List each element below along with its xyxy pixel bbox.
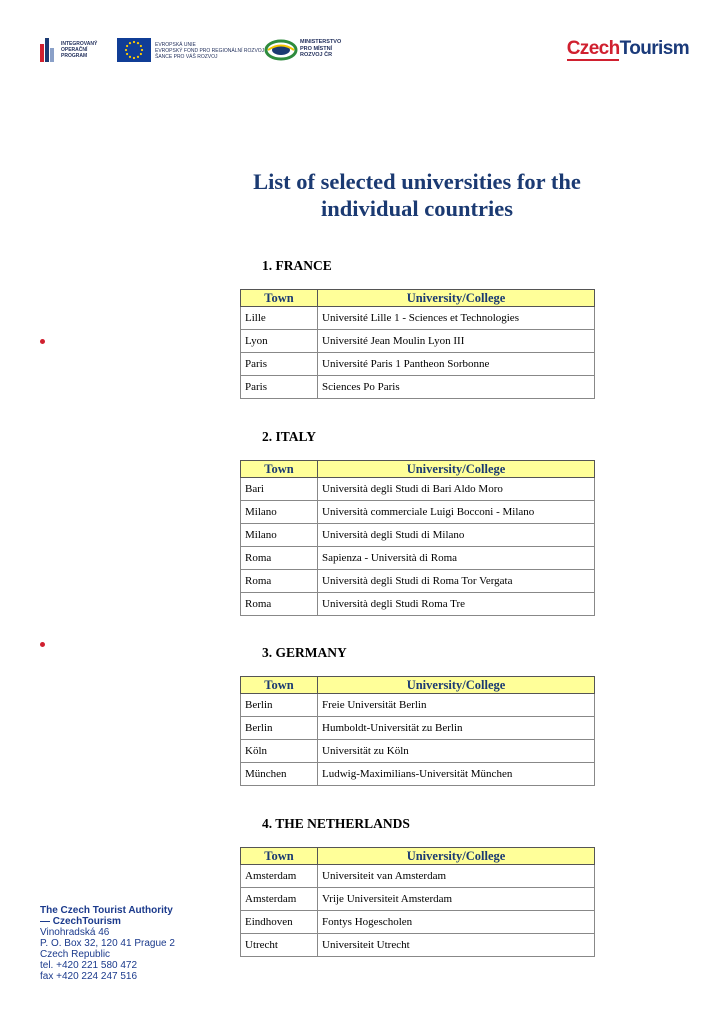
university-cell: Vrije Universiteit Amsterdam: [318, 888, 595, 911]
university-cell: Università degli Studi di Roma Tor Vergata: [318, 570, 595, 593]
eu-logo-text: EVROPSKÁ UNIE EVROPSKÝ FOND PRO REGIONÁLNÍ ROZVOJ ŠANCE PRO VÁŠ ROZVOJ: [155, 42, 265, 60]
table-row: [241, 353, 595, 376]
table-row: [241, 330, 595, 353]
col-university-header: University/College: [318, 290, 595, 307]
footer-address: [40, 905, 240, 982]
university-cell: Università degli Studi di Bari Aldo Moro: [318, 478, 595, 501]
university-cell: Université Lille 1 - Sciences et Technologies: [318, 307, 595, 330]
table-row: [241, 524, 595, 547]
table-row: [241, 547, 595, 570]
university-cell: Universität zu Köln: [318, 740, 595, 763]
town-cell: Utrecht: [241, 934, 318, 957]
university-cell: Ludwig-Maximilians-Universität München: [318, 763, 595, 786]
town-cell: Berlin: [241, 717, 318, 740]
table-netherlands: [240, 847, 595, 957]
page-title: List of selected universities for the individual countries: [253, 169, 581, 221]
town-cell: Eindhoven: [241, 911, 318, 934]
town-cell: Berlin: [241, 694, 318, 717]
eu-flag-icon: [117, 38, 151, 62]
iop-logo: [40, 38, 110, 62]
footer-street: Vinohradská 46: [40, 927, 110, 938]
footer-fax: fax +420 224 247 516: [40, 971, 138, 982]
czechtourism-logo: CzechTourism: [566, 38, 689, 59]
town-cell: Roma: [241, 593, 318, 616]
table-row: [241, 501, 595, 524]
town-cell: Lyon: [241, 330, 318, 353]
table-italy: [240, 460, 595, 616]
mmr-logo-text: MINISTERSTVO PRO MÍSTNÍ ROZVOJ ČR: [300, 39, 342, 58]
table-row: [241, 717, 595, 740]
margin-bullet: [40, 642, 45, 647]
table-row: [241, 478, 595, 501]
col-university-header: University/College: [318, 677, 595, 694]
university-cell: Sapienza - Università di Roma: [318, 547, 595, 570]
col-town-header: Town: [241, 677, 318, 694]
col-town-header: Town: [241, 848, 318, 865]
town-cell: Roma: [241, 547, 318, 570]
mmr-emblem-icon: [264, 39, 298, 61]
table-header-row: [241, 848, 595, 865]
col-town-header: Town: [241, 461, 318, 478]
table-france: [240, 289, 595, 399]
margin-bullet: [40, 339, 45, 344]
town-cell: Amsterdam: [241, 888, 318, 911]
university-cell: Sciences Po Paris: [318, 376, 595, 399]
footer-tel: tel. +420 221 580 472: [40, 960, 138, 971]
town-cell: Bari: [241, 478, 318, 501]
table-row: [241, 865, 595, 888]
university-cell: Université Paris 1 Pantheon Sorbonne: [318, 353, 595, 376]
table-row: [241, 740, 595, 763]
table-header-row: [241, 461, 595, 478]
university-cell: Humboldt-Universität zu Berlin: [318, 717, 595, 740]
town-cell: Amsterdam: [241, 865, 318, 888]
town-cell: Lille: [241, 307, 318, 330]
col-university-header: University/College: [318, 848, 595, 865]
town-cell: Paris: [241, 376, 318, 399]
footer-org-name-2: — CzechTourism: [40, 916, 121, 927]
university-cell: Universiteit van Amsterdam: [318, 865, 595, 888]
university-cell: Freie Universität Berlin: [318, 694, 595, 717]
table-header-row: [241, 677, 595, 694]
town-cell: Milano: [241, 524, 318, 547]
town-cell: Roma: [241, 570, 318, 593]
table-row: [241, 888, 595, 911]
university-cell: Fontys Hogescholen: [318, 911, 595, 934]
table-row: [241, 694, 595, 717]
footer-pobox: P. O. Box 32, 120 41 Prague 2: [40, 938, 175, 949]
table-header-row: [241, 290, 595, 307]
table-row: [241, 911, 595, 934]
town-cell: Paris: [241, 353, 318, 376]
col-town-header: Town: [241, 290, 318, 307]
section-heading-germany: 3. GERMANY: [262, 645, 347, 660]
university-cell: Università degli Studi di Milano: [318, 524, 595, 547]
university-cell: Université Jean Moulin Lyon III: [318, 330, 595, 353]
iop-bars-icon: [40, 38, 58, 62]
university-cell: Universiteit Utrecht: [318, 934, 595, 957]
table-row: [241, 934, 595, 957]
mmr-logo: [264, 38, 364, 62]
logo-underline: [567, 59, 619, 61]
town-cell: Köln: [241, 740, 318, 763]
table-germany: [240, 676, 595, 786]
eu-logo: [117, 38, 265, 62]
table-row: [241, 307, 595, 330]
university-cell: Università commerciale Luigi Bocconi - Milano: [318, 501, 595, 524]
section-heading-italy: 2. ITALY: [262, 429, 317, 444]
table-row: [241, 376, 595, 399]
town-cell: Milano: [241, 501, 318, 524]
town-cell: München: [241, 763, 318, 786]
section-heading-netherlands: 4. THE NETHERLANDS: [262, 816, 410, 831]
footer-org-name: The Czech Tourist Authority: [40, 905, 173, 916]
section-heading-france: 1. FRANCE: [262, 258, 332, 273]
table-row: [241, 570, 595, 593]
iop-logo-text: INTEGROVANÝ OPERAČNÍ PROGRAM: [61, 41, 98, 59]
table-row: [241, 763, 595, 786]
table-row: [241, 593, 595, 616]
footer-country: Czech Republic: [40, 949, 111, 960]
col-university-header: University/College: [318, 461, 595, 478]
university-cell: Università degli Studi Roma Tre: [318, 593, 595, 616]
